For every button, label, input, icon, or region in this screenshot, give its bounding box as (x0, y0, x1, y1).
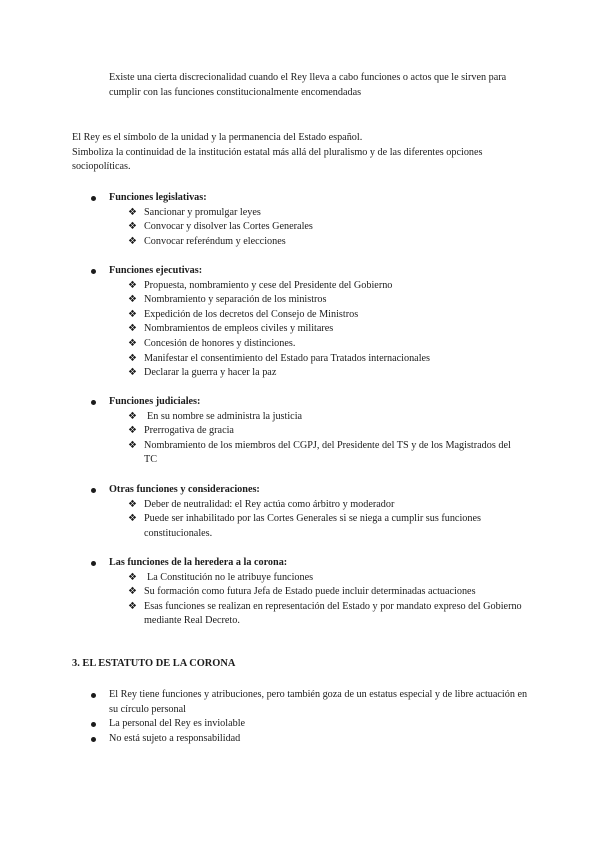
diamond-bullet-icon: ❖ (128, 425, 137, 437)
section-legislativas (0, 191, 600, 249)
list-item: Nombramiento y separación de los ministros (144, 294, 327, 306)
list-item: Concesión de honores y distinciones. (144, 337, 296, 349)
diamond-bullet-icon: ❖ (128, 571, 137, 583)
bullet-icon (91, 400, 96, 405)
section-3-list (0, 688, 600, 746)
list-item: Convocar referéndum y elecciones (144, 235, 286, 247)
section-heredera (0, 556, 600, 629)
diamond-bullet-icon: ❖ (128, 367, 137, 379)
heading-otras: Otras funciones y consideraciones: (109, 484, 260, 495)
list-item: La personal del Rey es inviolable (109, 718, 246, 730)
paragraph-line-1: El Rey es el símbolo de la unidad y la permanencia del Estado español. (72, 132, 363, 143)
section-judiciales (0, 395, 600, 468)
bullet-icon (91, 737, 96, 742)
list-item: Declarar la guerra y hacer la paz (144, 367, 277, 379)
list-item: Convocar y disolver las Cortes Generales (144, 221, 313, 233)
list-item: Esas funciones se realizan en representación del Estado y por mandato expreso del Gobierno mediante Real Decreto. (144, 600, 522, 627)
list-item: No está sujeto a responsabilidad (109, 732, 241, 744)
heading-heredera: Las funciones de la heredera a la corona: (109, 557, 288, 568)
heading-ejecutivas: Funciones ejecutivas: (109, 265, 203, 276)
diamond-bullet-icon: ❖ (128, 600, 137, 612)
diamond-bullet-icon: ❖ (128, 498, 137, 510)
list-item: El Rey tiene funciones y atribuciones, pero también goza de un estatus especial y de libre actuación en su círculo personal (109, 689, 528, 715)
diamond-bullet-icon: ❖ (128, 206, 137, 218)
list-item: Nombramiento de los miembros del CGPJ, del Presidente del TS y de los Magistrados del TC (144, 439, 511, 466)
bullet-icon (91, 722, 96, 727)
list-item: Sancionar y promulgar leyes (144, 206, 261, 218)
diamond-bullet-icon: ❖ (128, 410, 137, 422)
section-ejecutivas (0, 264, 600, 381)
section-3-title: 3. EL ESTATUTO DE LA CORONA (72, 658, 236, 669)
heading-legislativas: Funciones legislativas: (109, 192, 207, 203)
diamond-bullet-icon: ❖ (128, 221, 137, 233)
list-item: La Constitución no le atribuye funciones (147, 571, 314, 583)
diamond-bullet-icon: ❖ (128, 513, 137, 525)
list-item: Propuesta, nombramiento y cese del Presidente del Gobierno (144, 279, 393, 291)
list-item: Puede ser inhabilitado por las Cortes Generales si se niega a cumplir sus funciones constitucionales. (144, 513, 481, 539)
list-item: En su nombre se administra la justicia (147, 410, 303, 422)
bullet-icon (91, 561, 96, 566)
section-3 (0, 657, 600, 672)
bullet-icon (91, 488, 96, 493)
bullet-icon (91, 196, 96, 201)
diamond-bullet-icon: ❖ (128, 586, 137, 598)
list-item: Nombramientos de empleos civiles y militares (144, 323, 334, 335)
diamond-bullet-icon: ❖ (128, 235, 137, 247)
diamond-bullet-icon: ❖ (128, 294, 137, 306)
list-item: Prerrogativa de gracia (144, 425, 234, 437)
diamond-bullet-icon: ❖ (128, 308, 137, 320)
diamond-bullet-icon: ❖ (128, 352, 137, 364)
diamond-bullet-icon: ❖ (128, 323, 137, 335)
bullet-icon (91, 269, 96, 274)
paragraph-line-2: Simboliza la continuidad de la institución estatal más allá del pluralismo y de las diferentes opciones sociopolíticas. (72, 146, 483, 173)
diamond-bullet-icon: ❖ (128, 337, 137, 349)
heading-judiciales: Funciones judiciales: (109, 396, 201, 407)
intro-bullet-text: Existe una cierta discrecionalidad cuando el Rey lleva a cabo funciones o actos que le sirven para cumplir con las funciones constitucionalmente encomendadas (109, 72, 507, 98)
bullet-icon (91, 693, 96, 698)
list-item: Deber de neutralidad: el Rey actúa como árbitro y moderador (144, 498, 395, 510)
section-otras (0, 483, 600, 541)
diamond-bullet-icon: ❖ (128, 439, 137, 451)
list-item: Manifestar el consentimiento del Estado para Tratados internacionales (144, 352, 431, 364)
list-item: Su formación como futura Jefa de Estado puede incluir determinadas actuaciones (144, 586, 476, 598)
diamond-bullet-icon: ❖ (128, 279, 137, 291)
list-item: Expedición de los decretos del Consejo de Ministros (144, 308, 359, 320)
intro-bullet (0, 71, 600, 100)
symbol-paragraph (0, 131, 600, 175)
